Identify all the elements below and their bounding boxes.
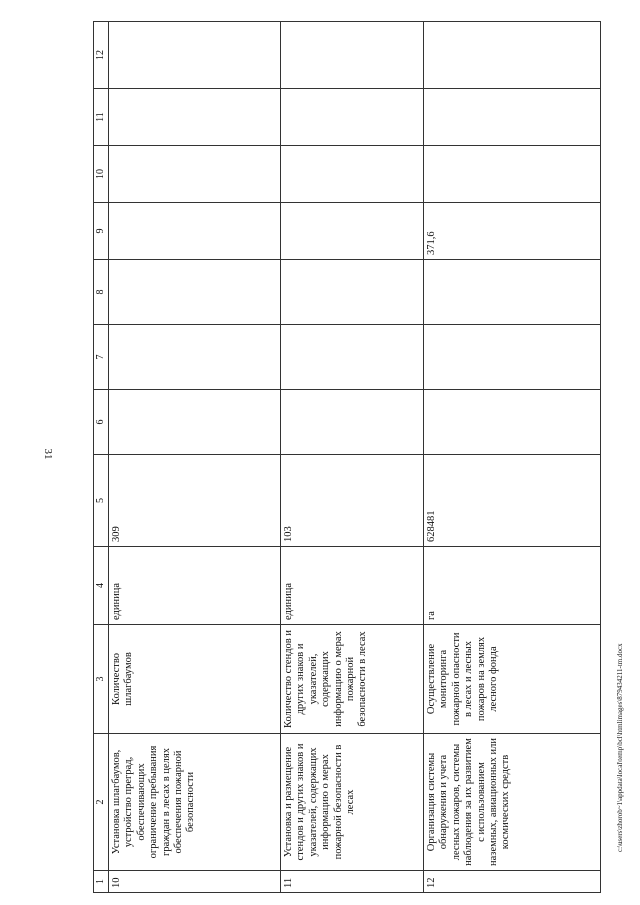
header-cell: 1: [94, 871, 109, 893]
unit-of-measure: га: [424, 547, 601, 625]
value-cell: 309: [109, 455, 281, 547]
header-cell: 9: [94, 203, 109, 260]
header-cell: 3: [94, 625, 109, 734]
value-cell: [109, 390, 281, 455]
header-cell: 5: [94, 455, 109, 547]
value-cell: [281, 22, 424, 89]
value-cell: [424, 89, 601, 146]
header-cell: 12: [94, 22, 109, 89]
table-row: [109, 22, 281, 893]
table-row: [281, 22, 424, 893]
unit-of-measure: единица: [281, 547, 424, 625]
measure-name: Установка шлагбаумов, устройство преград, обеспечивающих ограничение пребывания граждан в лесах в целях обеспечения пожарной безопасности: [109, 734, 281, 871]
header-cell: 11: [94, 89, 109, 146]
value-cell: [424, 325, 601, 390]
fire-safety-table: [93, 21, 601, 893]
value-cell: [424, 22, 601, 89]
value-cell: [109, 325, 281, 390]
value-cell: [424, 390, 601, 455]
indicator-name: Количество стендов и других знаков и указателей, содержащих информацию о мерах пожарной безопасности в лесах: [281, 625, 424, 734]
value-cell: [109, 260, 281, 325]
table-row: [424, 22, 601, 893]
table-header-row: [94, 22, 109, 893]
value-cell: [109, 22, 281, 89]
indicator-name: Осуществление мониторинга пожарной опасности в лесах и лесных пожаров на землях лесного фонда: [424, 625, 601, 734]
value-cell: [424, 260, 601, 325]
header-cell: 7: [94, 325, 109, 390]
value-cell: [281, 203, 424, 260]
header-cell: 4: [94, 547, 109, 625]
value-cell: 628481: [424, 455, 601, 547]
unit-of-measure: единица: [109, 547, 281, 625]
row-number: 10: [109, 871, 281, 893]
value-cell: [281, 146, 424, 203]
value-cell: [109, 146, 281, 203]
measure-name: Установка и размещение стендов и других знаков и указателей, содержащих информацию о мерах пожарной безопасности в лесах: [281, 734, 424, 871]
page-number: 31: [42, 448, 54, 460]
header-cell: 10: [94, 146, 109, 203]
value-cell: [109, 89, 281, 146]
value-cell: [281, 260, 424, 325]
header-cell: 2: [94, 734, 109, 871]
header-cell: 6: [94, 390, 109, 455]
value-cell: 103: [281, 455, 424, 547]
value-cell: [109, 203, 281, 260]
value-cell: [281, 390, 424, 455]
measure-name: Организация системы обнаружения и учета лесных пожаров, системы наблюдения за их развитием с использованием наземных, авиационных или космических средств: [424, 734, 601, 871]
value-cell: [281, 325, 424, 390]
value-cell: [424, 146, 601, 203]
value-cell: [281, 89, 424, 146]
rotated-table-container: [93, 22, 600, 893]
indicator-name: Количество шлагбаумов: [109, 625, 281, 734]
row-number: 11: [281, 871, 424, 893]
footer-file-path: c:\users\zhorob~1\appdata\local\temp\bcl\htmlimages\879434211-tm.docx: [616, 643, 624, 852]
header-cell: 8: [94, 260, 109, 325]
row-number: 12: [424, 871, 601, 893]
value-cell: 371,6: [424, 203, 601, 260]
